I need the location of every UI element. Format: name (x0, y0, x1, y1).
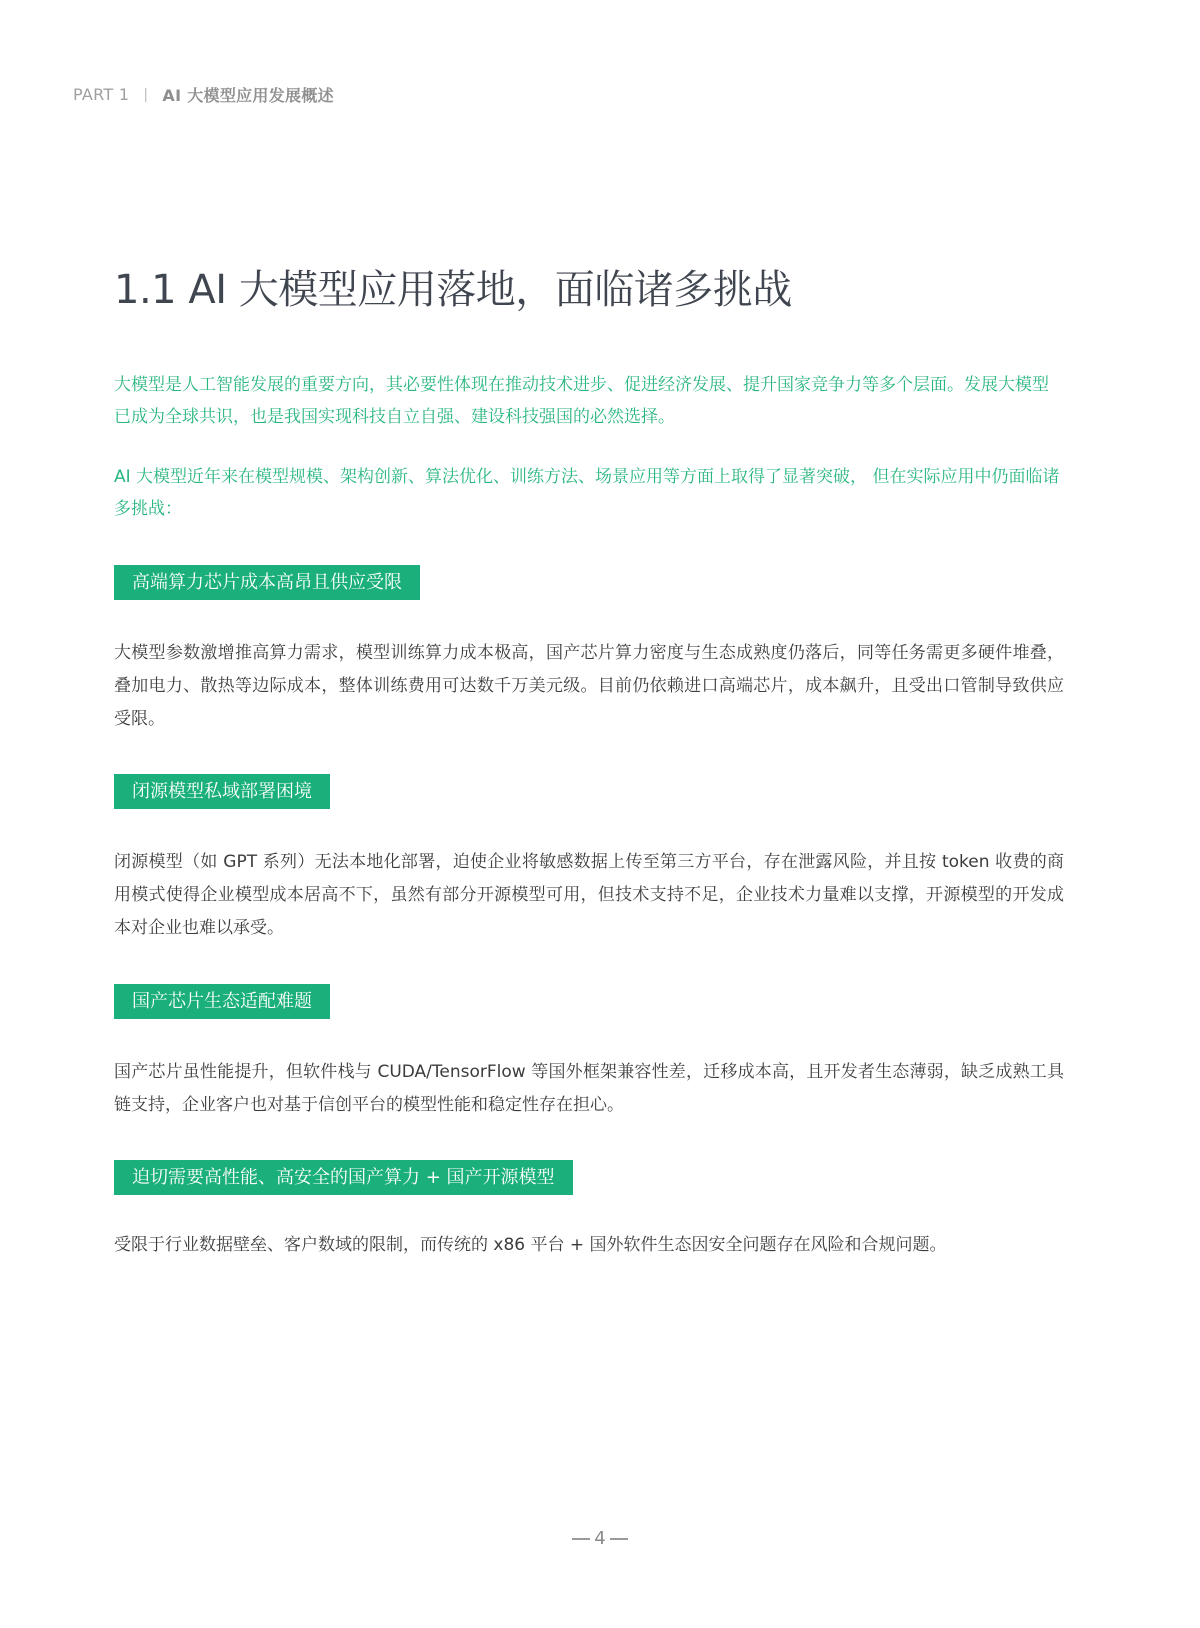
header-separator: | (143, 86, 149, 103)
section-label: AI 大模型应用发展概述 (162, 86, 334, 105)
challenge-body-closed-source: 闭源模型（如 GPT 系列）无法本地化部署，迫使企业将敏感数据上传至第三方平台，存在泄露风险，并且按 token 收费的商用模式使得企业模型成本居高不下，虽然有部分开源模型可用，但技术支持不足，企业技术力量难以支撑，开源模型的开发成本对企业也难以承受。 (114, 852, 1064, 938)
challenge-tag-closed-source: 闭源模型私域部署困境 (114, 774, 330, 809)
challenge-tag-domestic-need: 迫切需要高性能、高安全的国产算力 + 国产开源模型 (114, 1160, 573, 1195)
page-title: 1.1 AI 大模型应用落地，面临诸多挑战 (114, 267, 792, 313)
page-number-value: 4 (594, 1528, 606, 1549)
dash-left (572, 1538, 590, 1540)
intro-paragraph-1: 大模型是人工智能发展的重要方向，其必要性体现在推动技术进步、促进经济发展、提升国家竞争力等多个层面。发展大模型已成为全球共识，也是我国实现科技自立自强、建设科技强国的必然选择。 (114, 375, 1049, 427)
challenge-tag-chip-cost: 高端算力芯片成本高昂且供应受限 (114, 565, 420, 600)
challenge-body-chip-cost: 大模型参数激增推高算力需求，模型训练算力成本极高，国产芯片算力密度与生态成熟度仍落后，同等任务需更多硬件堆叠，叠加电力、散热等边际成本，整体训练费用可达数千万美元级。目前仍依赖进口高端芯片，成本飙升，且受出口管制导致供应受限。 (114, 643, 1064, 729)
challenge-tag-ecosystem: 国产芯片生态适配难题 (114, 984, 330, 1019)
dash-right (610, 1538, 628, 1540)
intro-paragraph-2: AI 大模型近年来在模型规模、架构创新、算法优化、训练方法、场景应用等方面上取得了显著突破， 但在实际应用中仍面临诸多挑战： (114, 467, 1060, 519)
page-number (0, 1528, 1200, 1549)
running-header (73, 83, 334, 106)
challenge-body-domestic-need: 受限于行业数据壁垒、客户数域的限制，而传统的 x86 平台 + 国外软件生态因安全问题存在风险和合规问题。 (114, 1235, 947, 1255)
part-label: PART 1 (73, 85, 130, 104)
challenge-body-ecosystem: 国产芯片虽性能提升，但软件栈与 CUDA/TensorFlow 等国外框架兼容性差，迁移成本高，且开发者生态薄弱，缺乏成熟工具链支持，企业客户也对基于信创平台的模型性能和稳定性存在担心。 (114, 1062, 1064, 1115)
